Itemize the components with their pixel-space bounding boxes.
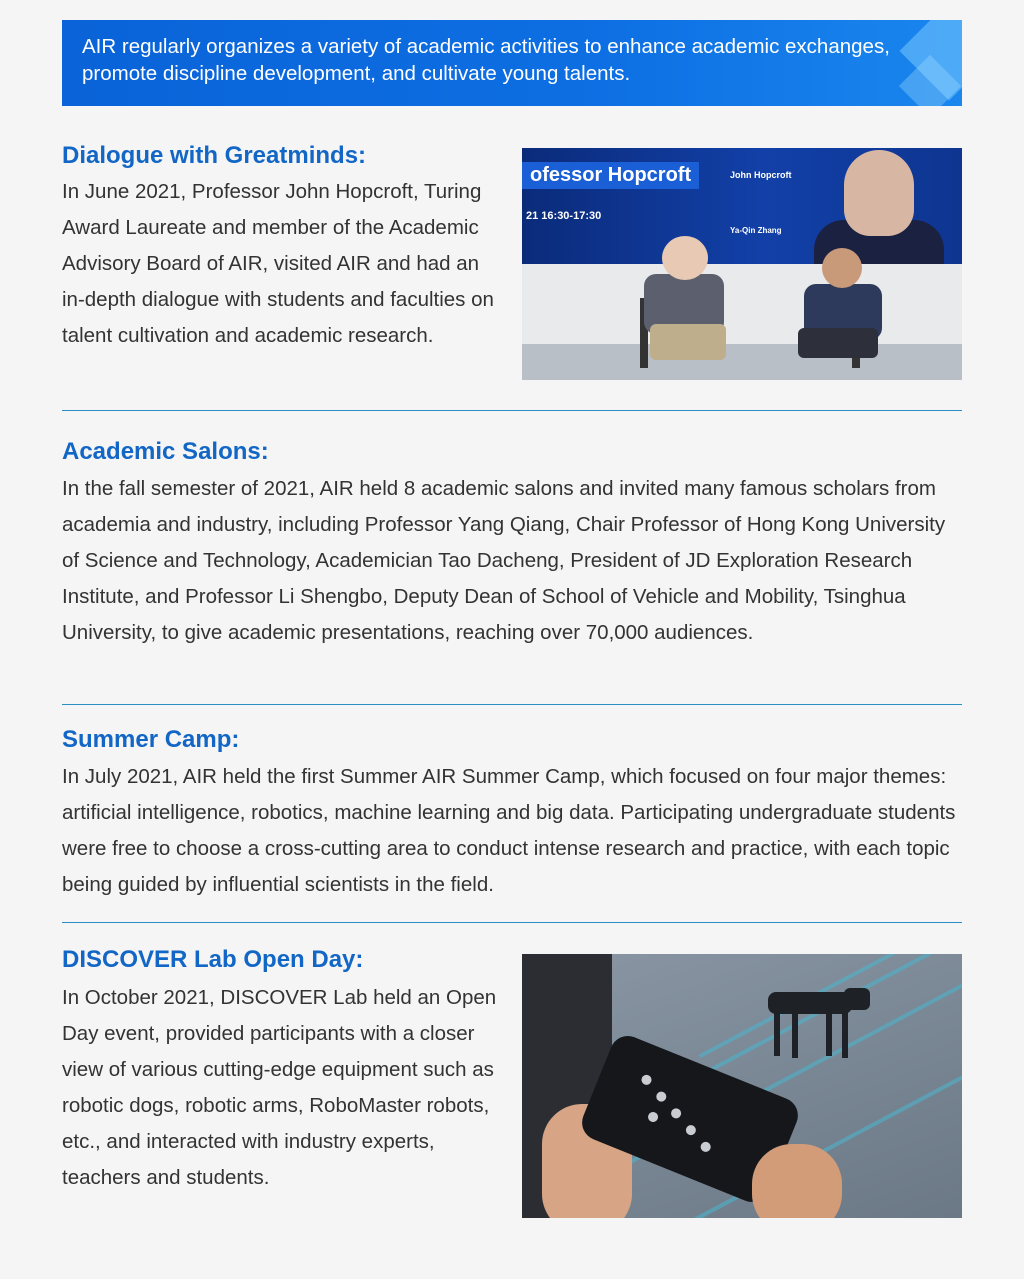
screen-speaker: John Hopcroft	[730, 170, 792, 180]
screen-host: Ya-Qin Zhang	[730, 226, 782, 235]
screen-title: ofessor Hopcroft	[522, 162, 699, 189]
section-heading-dialogue: Dialogue with Greatminds:	[62, 142, 367, 169]
section-body-dialogue: In June 2021, Professor John Hopcroft, Turing Award Laureate and member of the Academic Advisory Board of AIR, visited AIR and had an in-depth dialogue with students and faculties on talent cultivation and academic research.	[62, 180, 494, 347]
section-body-salons: In the fall semester of 2021, AIR held 8 academic salons and invited many famous scholars from academia and industry, including Professor Yang Qiang, Chair Professor of Hong Kong University of Science and Technology, Academician Tao Dacheng, President of JD Exploration Research Institute, and Professor Li Shengbo, Deputy Dean of School of Vehicle and Mobility, Tsinghua University, to give academic presentations, reaching over 70,000 audiences.	[62, 477, 946, 644]
screen-time: 21 16:30-17:30	[526, 210, 602, 222]
section-divider	[62, 922, 962, 923]
open-day-photo	[522, 954, 962, 1218]
section-heading-salons: Academic Salons:	[62, 438, 269, 465]
dialogue-photo	[522, 148, 962, 380]
section-heading-summer-camp: Summer Camp:	[62, 726, 240, 753]
section-divider	[62, 704, 962, 705]
section-heading-open-day: DISCOVER Lab Open Day:	[62, 946, 364, 973]
section-body-summer-camp: In July 2021, AIR held the first Summer AIR Summer Camp, which focused on four major themes: artificial intelligence, robotics, machine learning and big data. Participating undergraduate students were free to choose a cross-cutting area to conduct intense research and practice, with each topic being guided by influential scientists in the field.	[62, 765, 956, 896]
section-body-open-day: In October 2021, DISCOVER Lab held an Open Day event, provided participants with a closer view of various cutting-edge equipment such as robotic dogs, robotic arms, RoboMaster robots, etc., and interacted with industry experts, teachers and students.	[62, 986, 497, 1189]
intro-banner	[62, 20, 962, 106]
intro-text: AIR regularly organizes a variety of academic activities to enhance academic exchanges, promote discipline development, and cultivate young talents.	[82, 35, 890, 85]
section-divider	[62, 410, 962, 411]
